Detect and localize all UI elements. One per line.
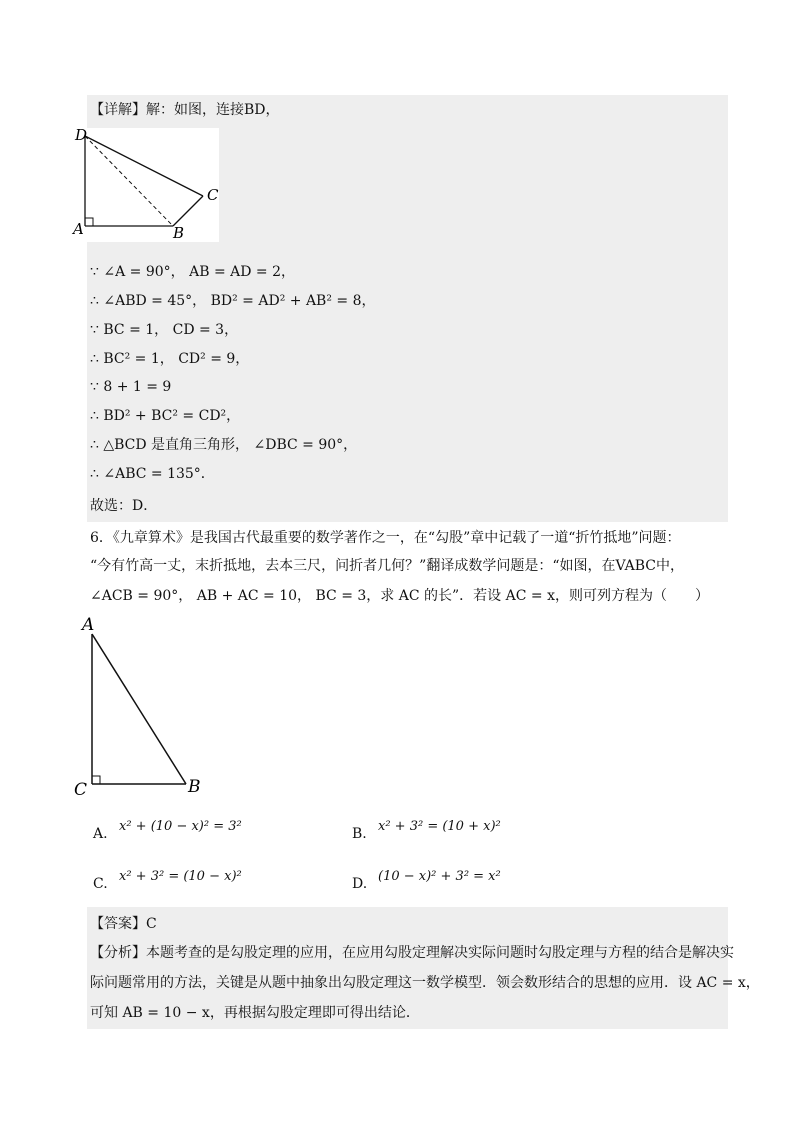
fig1-label-c: C [207, 186, 219, 204]
detail-step: ∵ 8 + 1 = 9 [90, 379, 172, 395]
fig2-label-b: B [188, 777, 201, 797]
detail-intro: 【详解】解：如图，连接BD， [90, 102, 280, 118]
detail-step: ∴ BD² + BC² = CD²， [90, 408, 241, 424]
option-c[interactable] [93, 869, 242, 892]
fig1-label-d: D [75, 126, 88, 144]
option-a-label: A. [93, 826, 108, 842]
option-b-label: B. [352, 826, 367, 842]
answer-line: 【答案】C [90, 916, 157, 932]
question-6-line-3: ∠ACB = 90°， AB + AC = 10， BC = 3，求 AC 的长”．若设 AC = x，则可列方程为（ ） [90, 588, 709, 604]
detail-step: ∴ ∠ABD = 45°， BD² = AD² + AB² = 8， [90, 293, 376, 309]
detail-step: ∴ ∠ABC = 135°． [90, 466, 215, 482]
option-d[interactable] [352, 869, 501, 892]
analysis-line-3: 可知 AB = 10 − x，再根据勾股定理即可得出结论． [90, 1005, 420, 1021]
question-6-line-1: 6．《九章算术》是我国古代最重要的数学著作之一，在“勾股”章中记载了一道“折竹抵地”问题： [90, 530, 681, 546]
option-d-label: D. [352, 876, 368, 892]
option-a[interactable] [93, 819, 242, 842]
quadrilateral-figure [73, 126, 219, 242]
detail-step: ∵ ∠A = 90°， AB = AD = 2， [90, 264, 295, 280]
fig2-label-a: A [82, 615, 95, 635]
analysis-line-2: 际问题常用的方法，关键是从题中抽象出勾股定理这一数学模型．领会数形结合的思想的应用．设 AC = x， [90, 975, 760, 991]
detail-step: ∵ BC = 1， CD = 3， [90, 322, 239, 338]
fig1-label-a: A [73, 220, 84, 238]
option-c-equation: x² + 3² = (10 − x)² [119, 869, 242, 884]
question-6-line-2: “今有竹高一丈，末折抵地，去本三尺，问折者几何？”翻译成数学问题是：“如图，在VABC中， [90, 558, 684, 574]
option-d-equation: (10 − x)² + 3² = x² [378, 869, 501, 884]
fig1-label-b: B [173, 224, 185, 242]
option-a-equation: x² + (10 − x)² = 3² [119, 819, 242, 834]
right-triangle-figure [72, 614, 212, 800]
option-b[interactable] [352, 819, 501, 842]
detail-step: ∴ BC² = 1， CD² = 9， [90, 351, 250, 367]
detail-choice: 故选：D． [90, 498, 158, 514]
fig2-label-c: C [74, 780, 88, 800]
option-c-label: C. [93, 876, 108, 892]
detail-step: ∴ △BCD 是直角三角形， ∠DBC = 90°， [90, 437, 358, 453]
analysis-line-1: 【分析】本题考查的是勾股定理的应用，在应用勾股定理解决实际问题时勾股定理与方程的结合是解决实 [90, 945, 734, 961]
option-b-equation: x² + 3² = (10 + x)² [378, 819, 501, 834]
